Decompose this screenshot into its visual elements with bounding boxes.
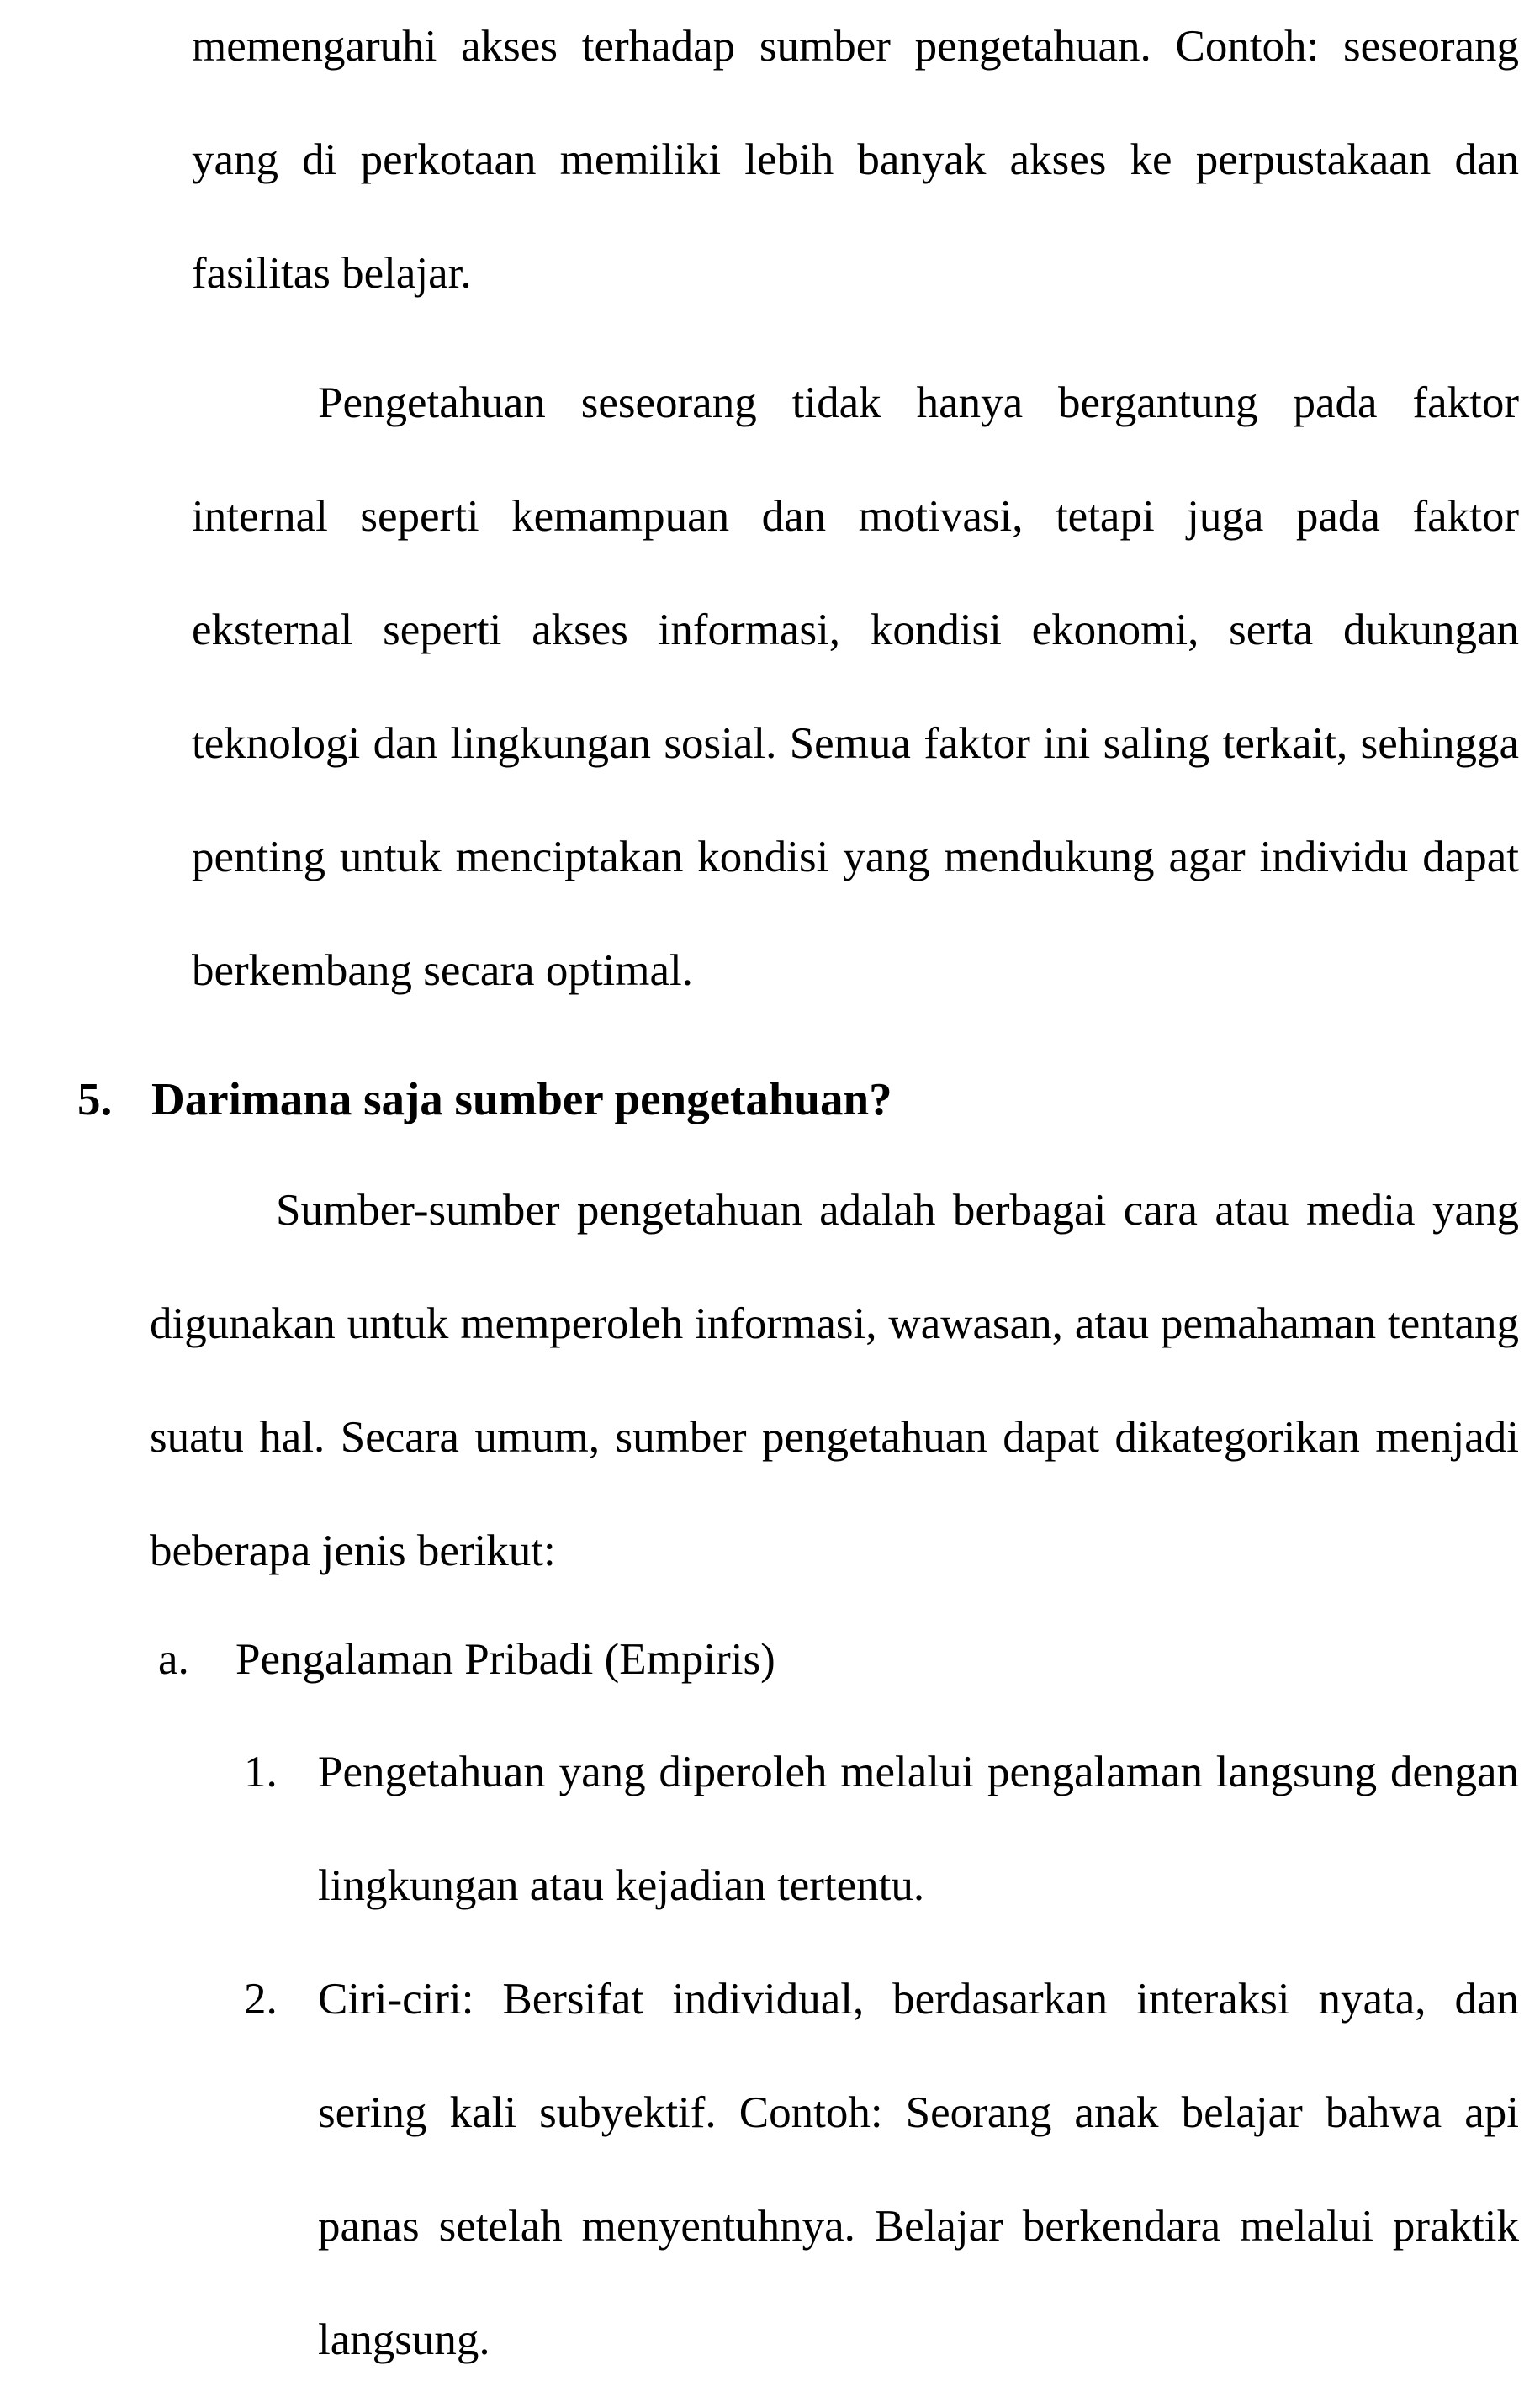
section-heading [77, 1061, 892, 1137]
summary-paragraph: Pengetahuan seseorang tidak hanya bergantung pada faktor internal seperti kemampuan dan motivasi, tetapi juga pada faktor eksternal seperti akses informasi, kondisi ekonomi, serta dukungan teknologi dan lingkungan sosial. Semua faktor ini saling terkait, sehingga penting untuk menciptakan kondisi yang mendukung agar individu dapat berkembang secara optimal. [192, 378, 1519, 995]
section-number: 5. [77, 1073, 113, 1124]
list-item-text: Pengetahuan yang diperoleh melalui pengalaman langsung dengan lingkungan atau kejadian tertentu. [318, 1748, 1519, 1910]
section-intro-paragraph: Sumber-sumber pengetahuan adalah berbagai cara atau media yang digunakan untuk memperoleh informasi, wawasan, atau pemahaman tentang suatu hal. Secara umum, sumber pengetahuan dapat dikategorikan menjadi beberapa jenis berikut: [150, 1186, 1519, 1575]
list-item-number: 2. [244, 1975, 278, 2024]
list-item-text: Ciri-ciri: Bersifat individual, berdasarkan interaksi nyata, dan sering kali subyektif. Contoh: Seorang anak belajar bahwa api panas setelah menyentuhnya. Belajar berkendara melalui praktik langsung. [318, 1975, 1519, 2364]
subsection-letter: a. [158, 1635, 189, 1684]
subsection-heading [158, 1622, 775, 1697]
list-item-number: 1. [244, 1748, 278, 1796]
continuation-paragraph: memengaruhi akses terhadap sumber pengetahuan. Contoh: seseorang yang di perkotaan memiliki lebih banyak akses ke perpustakaan dan fasilitas belajar. [192, 22, 1519, 298]
section-title: Darimana saja sumber pengetahuan? [151, 1073, 892, 1124]
subsection-title: Pengalaman Pribadi (Empiris) [235, 1635, 775, 1684]
